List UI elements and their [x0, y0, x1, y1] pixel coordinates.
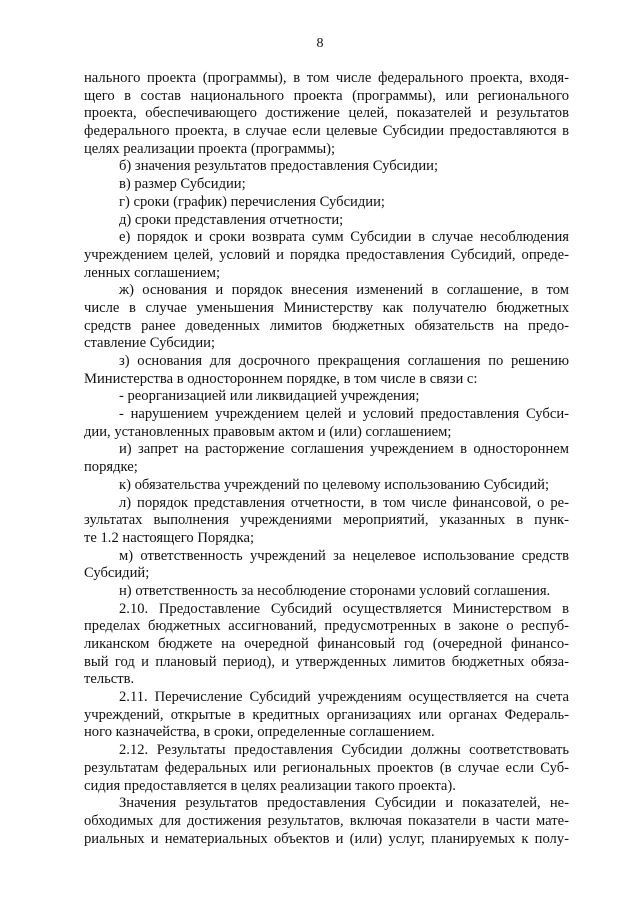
text-line: з) основания для досрочного прекращения соглашения по решению — [119, 353, 569, 369]
text-line: тельств. — [84, 671, 135, 688]
text-line: проекта, обеспечивающего достижение целей, показателей и результатов — [84, 105, 569, 122]
text-line: к) обязательства учреждений по целевому использованию Субсидий; — [119, 476, 550, 493]
text-line: ликанском бюджете на очередной финансовый год (очередной финансо- — [84, 636, 569, 652]
text-line: нального проекта (программы), в том числе федерального проекта, входя- — [84, 70, 569, 86]
text-line: в) размер Субсидии; — [119, 176, 246, 193]
text-line: 2.10. Предоставление Субсидий осуществляется Министерством в — [119, 600, 569, 617]
text-line: н) ответственность за несоблюдение сторонами условий соглашения. — [119, 582, 551, 599]
text-line: Министерства в одностороннем порядке, в том числе в связи с: — [84, 370, 478, 387]
text-line: ставление Субсидии; — [84, 335, 216, 352]
text-line: м) ответственность учреждений за нецелевое использование средств — [119, 547, 569, 564]
text-line: г) сроки (график) перечисления Субсидии; — [119, 193, 385, 210]
text-line: учреждением целей, условий и порядка предоставления Субсидий, опреде- — [84, 246, 569, 263]
text-line: риальных и нематериальных объектов и (или) услуг, планируемых к полу- — [84, 830, 569, 847]
text-line: обходимых для достижения результатов, включая показатели в части мате- — [84, 812, 569, 829]
text-line: целях реализации проекта (программы); — [84, 140, 336, 157]
text-line: те 1.2 настоящего Порядка; — [84, 529, 255, 546]
text-line: дии, установленных правовым актом и (или) соглашением; — [84, 423, 452, 440]
text-line: средств ранее доведенных лимитов бюджетных обязательств на предо- — [84, 317, 569, 334]
text-line: ленных соглашением; — [84, 264, 221, 281]
text-line: 2.12. Результаты предоставления Субсидии должны соответствовать — [119, 742, 569, 759]
text-line: Значения результатов предоставления Субсидии и показателей, не- — [119, 795, 569, 812]
text-line: порядке; — [84, 459, 138, 476]
text-line: Субсидий; — [84, 565, 150, 582]
text-line: и) запрет на расторжение соглашения учреждением в одностороннем — [119, 441, 569, 458]
text-line: б) значения результатов предоставления Субсидии; — [119, 158, 439, 175]
text-line: вый год и плановый период), и утвержденных лимитов бюджетных обяза- — [84, 653, 569, 670]
text-line: числе в случае уменьшения Министерству как получателю бюджетных — [84, 299, 569, 316]
text-line: - нарушением учреждением целей и условий предоставления Субси- — [119, 406, 569, 423]
text-line: - реорганизацией или ликвидацией учреждения; — [119, 388, 420, 405]
text-line: ж) основания и порядок внесения изменений в соглашение, в том — [119, 282, 569, 299]
text-line: щего в состав национального проекта (программы), или регионального — [84, 87, 569, 104]
text-line: учреждений, открытые в кредитных организациях или органах Федераль- — [84, 706, 569, 723]
page-number: 8 — [316, 36, 324, 51]
text-line: ного казначейства, в сроки, определенные соглашением. — [84, 724, 435, 741]
text-line: е) порядок и сроки возврата сумм Субсидии в случае несоблюдения — [119, 229, 569, 246]
text-line: федерального проекта, в случае если целевые Субсидии предоставляются в — [84, 123, 569, 140]
text-line: зультатах выполнения учреждениями мероприятий, указанных в пунк- — [84, 512, 569, 529]
text-line: сидия предоставляется в целях реализации такого проекта). — [84, 777, 456, 794]
text-line: пределах бюджетных ассигнований, предусмотренных в законе о респуб- — [84, 618, 569, 635]
text-line: 2.11. Перечисление Субсидий учреждениям осуществляется на счета — [119, 689, 569, 706]
body-text — [84, 70, 569, 848]
text-line: результатам федеральных или региональных проектов (в случае если Суб- — [84, 759, 569, 776]
text-line: л) порядок представления отчетности, в том числе финансовой, о ре- — [119, 494, 569, 511]
text-line: д) сроки представления отчетности; — [119, 211, 344, 228]
